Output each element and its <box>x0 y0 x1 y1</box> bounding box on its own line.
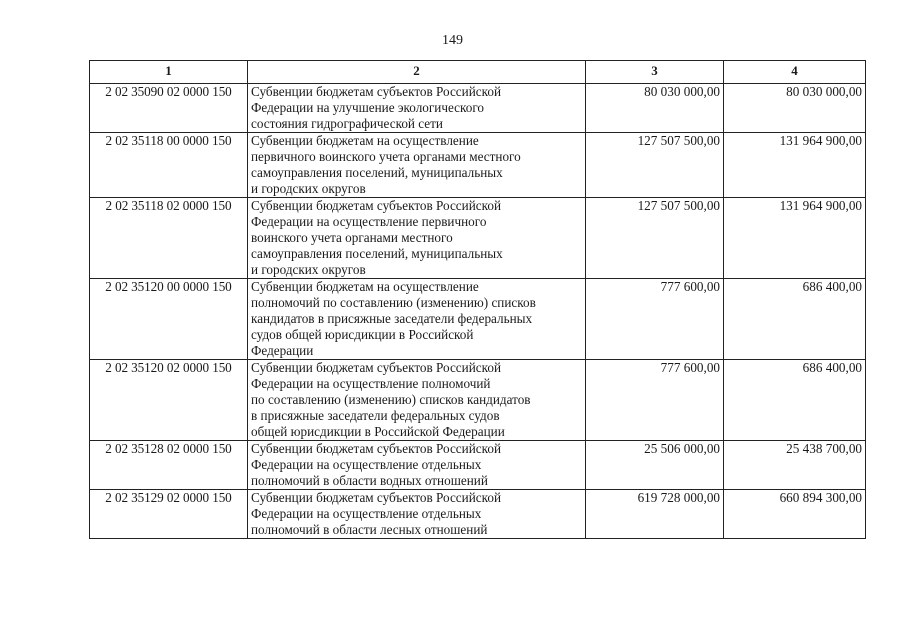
amount-col4-cell: 25 438 700,00 <box>724 441 866 490</box>
table-row <box>90 441 866 490</box>
description-cell: Субвенции бюджетам субъектов Российской Федерации на осуществление отдельных полномочий в области лесных отношений <box>248 490 586 539</box>
column-header-1: 1 <box>90 61 248 84</box>
description-cell: Субвенции бюджетам на осуществление полномочий по составлению (изменению) списков кандидатов в присяжные заседатели федеральных судов общей юрисдикции в Российской Федерации <box>248 279 586 360</box>
header-row <box>90 61 866 84</box>
table-row <box>90 198 866 279</box>
column-header-3: 3 <box>586 61 724 84</box>
table-row <box>90 133 866 198</box>
budget-code-cell: 2 02 35120 00 0000 150 <box>90 279 248 360</box>
amount-col4-cell: 660 894 300,00 <box>724 490 866 539</box>
table-row <box>90 84 866 133</box>
table-row <box>90 360 866 441</box>
budget-code-cell: 2 02 35129 02 0000 150 <box>90 490 248 539</box>
description-cell: Субвенции бюджетам субъектов Российской Федерации на улучшение экологического состояния гидрографической сети <box>248 84 586 133</box>
budget-code-cell: 2 02 35128 02 0000 150 <box>90 441 248 490</box>
budget-code-cell: 2 02 35090 02 0000 150 <box>90 84 248 133</box>
budget-table <box>89 60 866 539</box>
amount-col4-cell: 131 964 900,00 <box>724 133 866 198</box>
amount-col4-cell: 686 400,00 <box>724 279 866 360</box>
amount-col3-cell: 619 728 000,00 <box>586 490 724 539</box>
table-row <box>90 490 866 539</box>
budget-code-cell: 2 02 35120 02 0000 150 <box>90 360 248 441</box>
description-cell: Субвенции бюджетам на осуществление первичного воинского учета органами местного самоуправления поселений, муниципальных и городских округов <box>248 133 586 198</box>
amount-col4-cell: 131 964 900,00 <box>724 198 866 279</box>
table-row <box>90 279 866 360</box>
amount-col3-cell: 127 507 500,00 <box>586 133 724 198</box>
column-header-4: 4 <box>724 61 866 84</box>
amount-col4-cell: 80 030 000,00 <box>724 84 866 133</box>
amount-col3-cell: 777 600,00 <box>586 360 724 441</box>
amount-col3-cell: 80 030 000,00 <box>586 84 724 133</box>
description-cell: Субвенции бюджетам субъектов Российской Федерации на осуществление отдельных полномочий в области водных отношений <box>248 441 586 490</box>
budget-code-cell: 2 02 35118 02 0000 150 <box>90 198 248 279</box>
column-header-2: 2 <box>248 61 586 84</box>
description-cell: Субвенции бюджетам субъектов Российской Федерации на осуществление полномочий по составлению (изменению) списков кандидатов в присяжные заседатели федеральных судов общей юрисдикции в Российской Федерации <box>248 360 586 441</box>
amount-col3-cell: 777 600,00 <box>586 279 724 360</box>
amount-col3-cell: 127 507 500,00 <box>586 198 724 279</box>
page-number: 149 <box>442 33 463 48</box>
budget-code-cell: 2 02 35118 00 0000 150 <box>90 133 248 198</box>
amount-col4-cell: 686 400,00 <box>724 360 866 441</box>
amount-col3-cell: 25 506 000,00 <box>586 441 724 490</box>
description-cell: Субвенции бюджетам субъектов Российской Федерации на осуществление первичного воинского учета органами местного самоуправления поселений, муниципальных и городских округов <box>248 198 586 279</box>
